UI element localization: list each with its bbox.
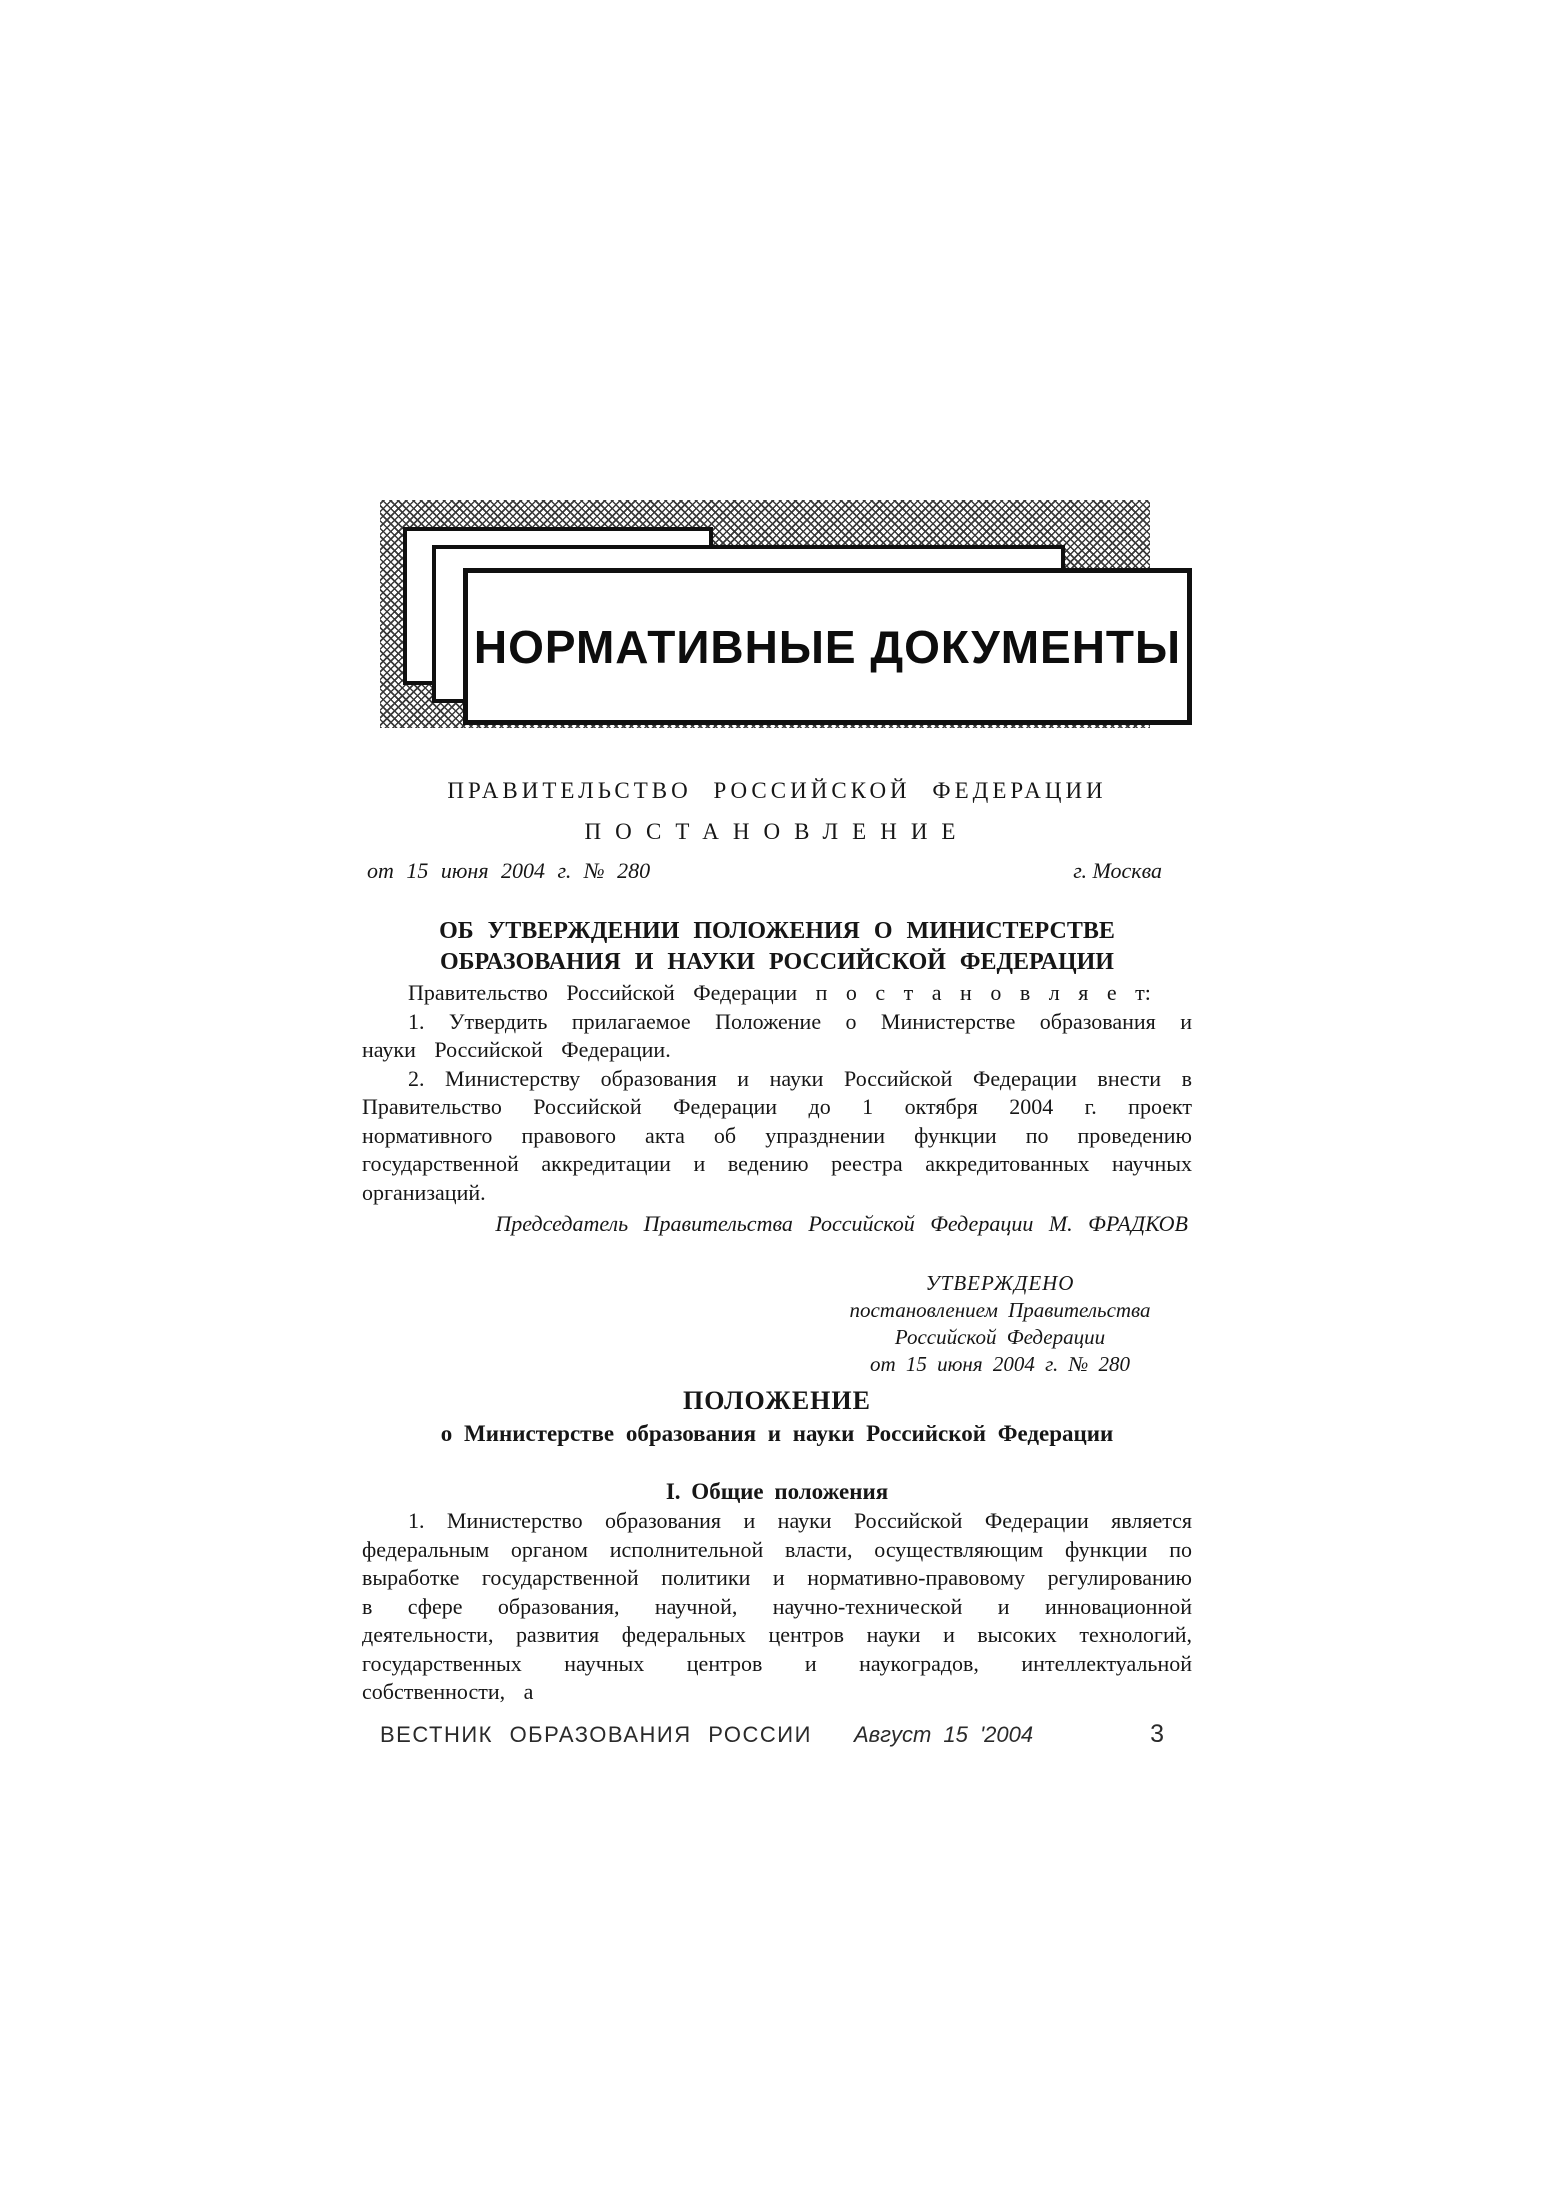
journal-name: ВЕСТНИК ОБРАЗОВАНИЯ РОССИИ	[380, 1722, 812, 1747]
decree-paragraph: 1. Утвердить прилагаемое Положение о Министерстве образования и науки Российской Федерации.	[362, 1008, 1192, 1062]
approval-line: УТВЕРЖДЕНО	[925, 1271, 1075, 1295]
regulation-body	[362, 1507, 1192, 1707]
date-number: от 15 июня 2004 г. № 280	[367, 858, 651, 883]
signature-line: Председатель Правительства Российской Федерации М. ФРАДКОВ	[495, 1211, 1188, 1236]
banner-title: НОРМАТИВНЫЕ ДОКУМЕНТЫ	[473, 620, 1182, 673]
section-heading: I. Общие положения	[665, 1479, 889, 1504]
authority-line: ПРАВИТЕЛЬСТВО РОССИЙСКОЙ ФЕДЕРАЦИИ	[447, 778, 1107, 803]
subject-line-2: ОБРАЗОВАНИЯ И НАУКИ РОССИЙСКОЙ ФЕДЕРАЦИИ	[440, 949, 1114, 975]
approval-stamp	[780, 1270, 1220, 1378]
decree-body	[362, 979, 1192, 1207]
banner-card-front	[463, 568, 1192, 725]
place-name: г. Москва	[1073, 858, 1162, 883]
decree-paragraph: Правительство Российской Федерации п о с т а н о в л я е т:	[408, 980, 1151, 1005]
approval-line: от 15 июня 2004 г. № 280	[869, 1352, 1131, 1376]
date-place-row	[362, 858, 1192, 884]
regulation-paragraph: 1. Министерство образования и науки Российской Федерации является федеральным органом исполнительной власти, осуществляющим функции по выработке государственной политики и нормативно-правовому регулированию в сфере образования, научной, научно-технической и инновационной деятельности, развития федеральных центров науки и высоких технологий, государственных научных центров и наукоградов, интеллектуальной собственности, а	[362, 1508, 1192, 1704]
page-footer	[362, 1720, 1192, 1749]
doc-type-line: ПОСТАНОВЛЕНИЕ	[584, 819, 970, 844]
subject-line-1: ОБ УТВЕРЖДЕНИИ ПОЛОЖЕНИЯ О МИНИСТЕРСТВЕ	[439, 918, 1115, 944]
subject-heading	[362, 916, 1192, 978]
decree-paragraph: 2. Министерству образования и науки Российской Федерации внести в Правительство Российской Федерации до 1 октября 2004 г. проект нормативного правового акта об упразднении функции по проведению государственной аккредитации и ведению реестра аккредитованных научных организаций.	[362, 1065, 1192, 1205]
page-number: 3	[1150, 1720, 1164, 1748]
approval-line: Российской Федерации	[894, 1325, 1106, 1349]
regulation-subtitle: о Министерстве образования и науки Российской Федерации	[440, 1421, 1114, 1446]
issue-info: Август 15 '2004	[853, 1722, 1034, 1747]
regulation-title: ПОЛОЖЕНИЕ	[683, 1386, 871, 1415]
approval-line: постановлением Правительства	[849, 1298, 1151, 1322]
